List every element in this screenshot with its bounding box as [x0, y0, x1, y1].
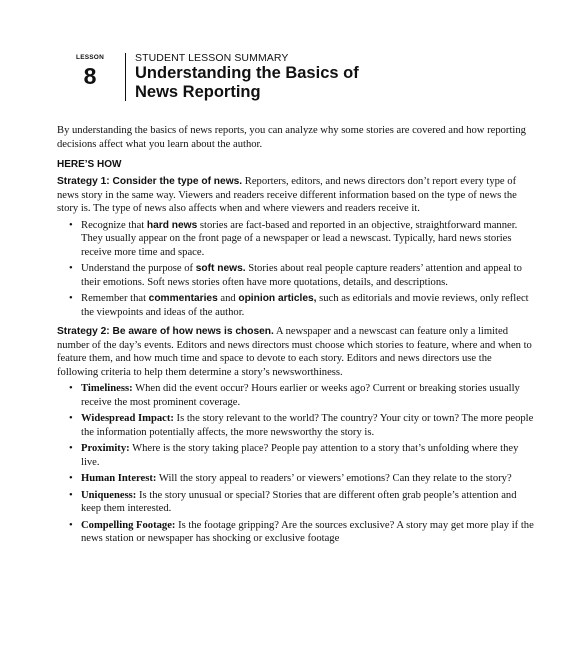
bullet-icon: •: [69, 219, 73, 231]
term-soft-news: soft news.: [195, 263, 246, 274]
strategy-1-paragraph: [57, 175, 535, 216]
strategy-2-heading: Strategy 2: Be aware of how news is chosen.: [57, 326, 274, 337]
term-timeliness: Timeliness:: [81, 383, 133, 394]
lesson-number: 8: [83, 63, 97, 89]
term-commentaries: commentaries: [148, 293, 218, 304]
strategy-2-paragraph: [57, 325, 535, 379]
list-item: • Timeliness: When did the event occur? Hours earlier or weeks ago? Current or breaking stories usually receive the most prominent coverage.: [69, 383, 520, 408]
list-item: • Uniqueness: Is the story unusual or special? Stories that are different often grab people’s attention and keep them interested.: [69, 489, 517, 514]
strategy-1-heading: Strategy 1: Consider the type of news.: [57, 176, 243, 187]
strategy-1-text: Reporters, editors, and news directors don’t report every type of news story in the same way. Viewers and readers receive different information based on the type of news the story is. The type of news also affects when and where viewers and readers receive it.: [57, 176, 517, 214]
page-title-line-1: Understanding the Basics of: [135, 64, 359, 82]
header-divider: [125, 53, 126, 101]
term-hard-news: hard news: [146, 219, 198, 231]
term-human-interest: Human Interest:: [81, 473, 157, 484]
lesson-badge: [70, 54, 110, 89]
bullet-icon: •: [69, 413, 73, 424]
list-item: • Recognize that hard news stories are fact-based and reported in an objective, straightforward manner. They usually appear on the front page of a newspaper or lead a newscast. Typically, hard news stories receive more time and space.: [69, 219, 518, 258]
bullet-icon: •: [69, 519, 73, 531]
intro-paragraph: By understanding the basics of news reports, you can analyze why some stories are covered and how reporting decisions affect what you learn about the author.: [57, 125, 526, 150]
bullet-icon: •: [69, 489, 73, 501]
term-uniqueness: Uniqueness:: [81, 489, 137, 501]
lesson-label: LESSON: [76, 54, 104, 61]
bullet-icon: •: [69, 443, 73, 454]
document-body: [57, 124, 535, 552]
term-compelling-footage: Compelling Footage:: [81, 519, 176, 531]
list-item: • Human Interest: Will the story appeal to readers’ or viewers’ emotions? Can they relate to the story?: [69, 473, 512, 484]
bullet-icon: •: [69, 293, 73, 304]
list-item: • Compelling Footage: Is the footage gripping? Are the sources exclusive? A story may get more play if the news station or newspaper has shocking or exclusive footage: [69, 519, 534, 544]
list-item: • Proximity: Where is the story taking place? People pay attention to a story that’s unfolding where they live.: [69, 443, 519, 468]
list-item: • Widespread Impact: Is the story relevant to the world? The country? Your city or town? The more people the information potentially affects, the more newsworthy the story is.: [69, 413, 534, 438]
bullet-icon: •: [69, 263, 73, 274]
page-title-line-2: News Reporting: [135, 82, 261, 101]
term-widespread-impact: Widespread Impact:: [81, 413, 174, 424]
strategy-2-list: [57, 382, 535, 546]
list-item: • Remember that commentaries and opinion articles, such as editorials and movie reviews, only reflect the viewpoints and ideas of the author.: [69, 293, 529, 318]
term-opinion-articles: opinion articles,: [238, 293, 317, 304]
bullet-icon: •: [69, 383, 73, 394]
bullet-icon: •: [69, 473, 73, 484]
term-proximity: Proximity:: [81, 443, 130, 454]
list-item: • Understand the purpose of soft news. Stories about real people capture readers’ attention and appeal to their emotions. Soft news stories often have more quotations, details, and descriptions.: [69, 263, 522, 288]
strategy-2-text: A newspaper and a newscast can feature only a limited number of the day’s events. Editors and news directors must choose which stories to feature, where and when to feature them, and how much time and space to devote to each story. Editors and news directors use the following criteria to help them determine a story’s newsworthiness.: [57, 326, 532, 378]
section-heading: HERE’S HOW: [57, 159, 122, 170]
summary-label: STUDENT LESSON SUMMARY: [135, 52, 289, 64]
strategy-1-list: [57, 219, 535, 320]
header-text: [135, 52, 359, 101]
